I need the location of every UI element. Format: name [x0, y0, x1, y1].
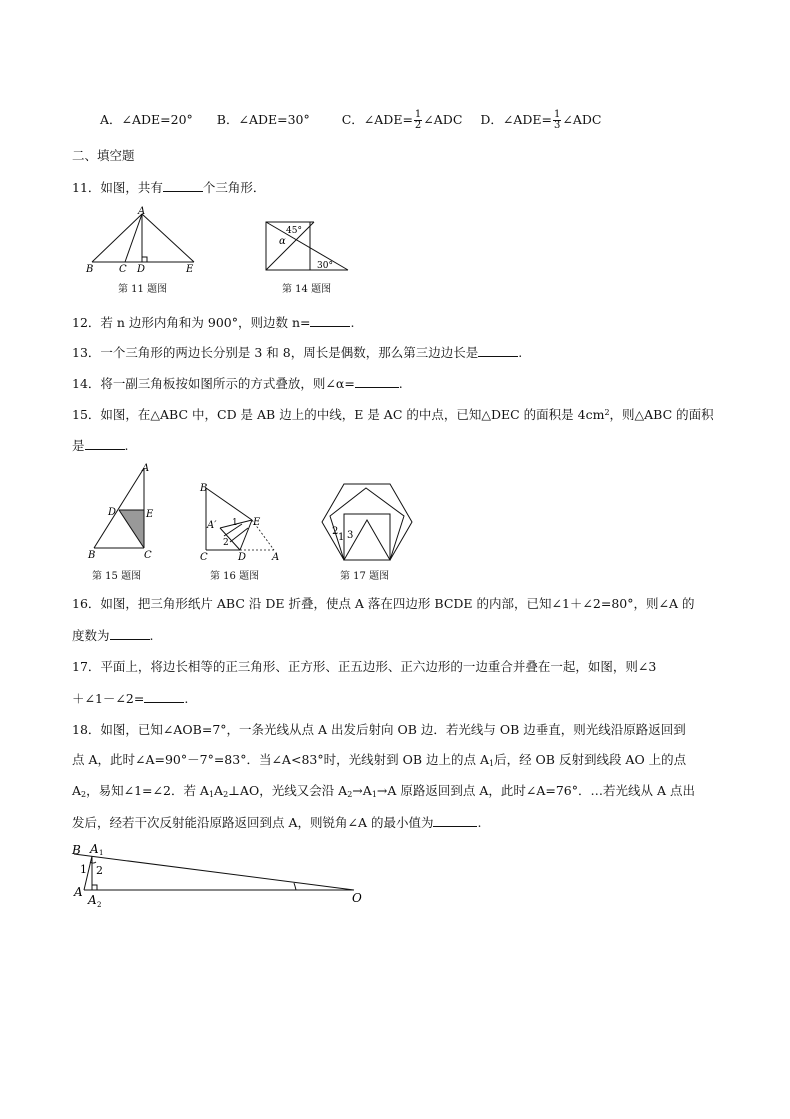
q10-options: [100, 110, 601, 131]
q11-answer-blank[interactable]: [163, 179, 203, 192]
fig15-label-b: B: [88, 550, 96, 561]
option-c-fraction: [414, 110, 422, 131]
option-b-text: ∠ADE=30°: [238, 112, 310, 127]
q14-after: .: [398, 376, 403, 391]
q15-line1: 15．如图，在△ABC 中，CD 是 AB 边上的中线，E 是 AC 的中点，已知△DEC 的面积是 4cm: [72, 407, 605, 422]
q18-line4-after: .: [477, 815, 482, 830]
question-15-line1: [72, 405, 714, 423]
fig17-label-1: 1: [338, 532, 345, 543]
fig17-label-3: 3: [347, 530, 354, 541]
fig14-angle30: 30°: [317, 261, 333, 271]
q13-after: .: [518, 345, 523, 360]
fig16-label-b: B: [200, 483, 208, 494]
fig15-label-a: A: [142, 463, 150, 474]
fig11-label-d: D: [137, 264, 146, 275]
q14-answer-blank[interactable]: [355, 375, 399, 388]
question-11: [72, 178, 265, 196]
q12-answer-blank[interactable]: [310, 314, 350, 327]
q13-answer-blank[interactable]: [478, 344, 518, 357]
fig16-label-e: E: [253, 517, 261, 528]
question-18-line1: [72, 720, 686, 738]
q18-line3-sub3: 2: [223, 790, 229, 799]
question-18-line3: [72, 781, 695, 799]
figure-15: [86, 462, 156, 562]
q16-line1: 16．如图，把三角形纸片 ABC 沿 DE 折叠，使点 A 落在四边形 BCDE 的内部，已知∠1＋∠2=80°，则∠A 的: [72, 596, 695, 611]
q15-line2-before: 是: [72, 438, 85, 453]
q17-line2-before: ＋∠1－∠2=: [72, 691, 145, 706]
figure-14: [262, 218, 358, 274]
fig14-caption: 第 14 题图: [282, 284, 332, 295]
fig15-label-c: C: [144, 550, 152, 561]
q18-line3-a: A: [72, 783, 82, 798]
option-d-num: 1: [554, 109, 561, 120]
q15-line2-after: .: [124, 438, 129, 453]
fig15-label-e: E: [146, 509, 154, 520]
fig16-label-d: D: [238, 552, 247, 562]
q18-line3-d: ⊥AO，光线又会沿 A: [228, 783, 348, 798]
q14-before: 14．将一副三角板按如图所示的方式叠放，则∠α=: [72, 376, 355, 391]
q13-before: 13．一个三角形的两边长分别是 3 和 8，周长是偶数，那么第三边边长是: [72, 345, 479, 360]
fig14-alpha: α: [279, 236, 286, 247]
q18-line2-a: 点 A，此时∠A=90°－7°=83°．当∠A<83°时，光线射到 OB 边上的点 A: [72, 752, 489, 767]
q18-line2-b: 后，经 OB 反射到线段 AO 上的点: [494, 752, 687, 767]
option-c-rhs: ∠ADC: [423, 112, 463, 127]
q16-answer-blank[interactable]: [110, 627, 150, 640]
q18-answer-blank[interactable]: [433, 814, 477, 827]
q18-line3-sub1: 2: [81, 790, 87, 799]
fig17-caption: 第 17 题图: [340, 571, 390, 582]
q18-line3-f: →A 原路返回到点 A，此时∠A=76°．…若光线从 A 点出: [376, 783, 695, 798]
q18-line3-c: A: [214, 783, 224, 798]
q15-line1-end: ，则△ABC 的面积: [609, 407, 714, 422]
fig11-caption: 第 11 题图: [118, 284, 168, 295]
fig15-caption: 第 15 题图: [92, 571, 142, 582]
question-14: [72, 374, 403, 392]
fig18-label-o: O: [352, 891, 362, 905]
fig16-caption: 第 16 题图: [210, 571, 260, 582]
fig16-label-2: 2: [223, 538, 229, 548]
fig17-label-2: 2: [332, 526, 339, 537]
option-c-prefix: C．: [341, 112, 364, 127]
option-d-prefix: D．: [480, 112, 503, 127]
figure-16: [196, 480, 284, 562]
q18-line2-sub: 1: [488, 759, 495, 768]
option-c-den: 2: [414, 120, 422, 131]
fig18-label-angle2: 2: [96, 864, 103, 877]
fig18-label-angle1: 1: [80, 863, 87, 876]
fig15-label-d: D: [108, 507, 117, 518]
q11-after: 个三角形．: [202, 180, 266, 195]
q17-line1: 17．平面上，将边长相等的正三角形、正方形、正五边形、正六边形的一边重合并叠在一起，如图，则∠3: [72, 659, 657, 674]
q16-line2-before: 度数为: [72, 628, 110, 643]
fig16-label-c: C: [200, 552, 208, 562]
option-d-lhs: ∠ADE=: [502, 112, 553, 127]
q15-answer-blank[interactable]: [85, 437, 125, 450]
q18-line3-sub2: 1: [208, 790, 215, 799]
option-d-den: 3: [554, 120, 561, 131]
question-12: [72, 313, 354, 331]
q18-line1: 18．如图，已知∠AOB=7°，一条光线从点 A 出发后射向 OB 边．若光线与 OB 边垂直，则光线沿原路返回到: [72, 722, 686, 737]
fig18-label-a2: A: [88, 893, 97, 907]
fig11-label-c: C: [119, 264, 127, 275]
q11-before: 11．如图，共有: [72, 180, 163, 195]
question-18-line2: [72, 750, 686, 768]
figure-11: [82, 206, 206, 276]
option-c-num: 1: [414, 109, 422, 120]
q12-before: 12．若 n 边形内角和为 900°，则边数 n=: [72, 315, 311, 330]
question-16-line2: [72, 626, 154, 644]
q16-line2-after: .: [149, 628, 154, 643]
q17-answer-blank[interactable]: [144, 690, 184, 703]
fig14-angle45: 45°: [286, 226, 302, 236]
fig11-label-b: B: [86, 264, 94, 275]
fig11-label-a: A: [138, 206, 146, 217]
section-title: 二、填空题: [72, 148, 135, 163]
question-17-line1: [72, 657, 656, 675]
option-a-prefix: A．: [100, 112, 122, 127]
fig18-label-a1-sub: 1: [99, 849, 104, 857]
q18-line3-b: ，易知∠1=∠2．若 A: [86, 783, 209, 798]
fig16-label-a: A: [272, 552, 280, 562]
q17-line2-after: .: [184, 691, 189, 706]
fig16-label-aprime: A′: [207, 520, 217, 531]
q18-line4-before: 发后，经若干次反射能沿原路返回到点 A，则锐角∠A 的最小值为: [72, 815, 434, 830]
question-16-line1: [72, 594, 694, 612]
option-d-fraction: [553, 110, 561, 131]
q18-line3-sub5: 1: [371, 790, 377, 799]
question-15-line2: [72, 436, 129, 454]
fig18-label-b: B: [72, 843, 81, 857]
fig16-label-1: 1: [232, 518, 238, 528]
option-b-prefix: B．: [216, 112, 239, 127]
question-17-line2: [72, 689, 188, 707]
question-18-line4: [72, 813, 481, 831]
fig18-label-a1: A: [90, 842, 99, 856]
q18-line3-sub4: 2: [347, 790, 353, 799]
q15-superscript: 2: [604, 408, 610, 417]
fig11-label-e: E: [186, 264, 194, 275]
fig18-label-a2-sub: 2: [97, 901, 102, 909]
question-13: [72, 343, 522, 361]
option-c-lhs: ∠ADE=: [363, 112, 413, 127]
option-d-rhs: ∠ADC: [562, 112, 602, 127]
figure-18: [70, 840, 370, 910]
option-a-text: ∠ADE=20°: [121, 112, 193, 127]
q12-after: .: [350, 315, 355, 330]
q18-line3-e: →A: [352, 783, 372, 798]
fig18-label-a: A: [74, 885, 83, 899]
figure-17: [318, 480, 416, 564]
